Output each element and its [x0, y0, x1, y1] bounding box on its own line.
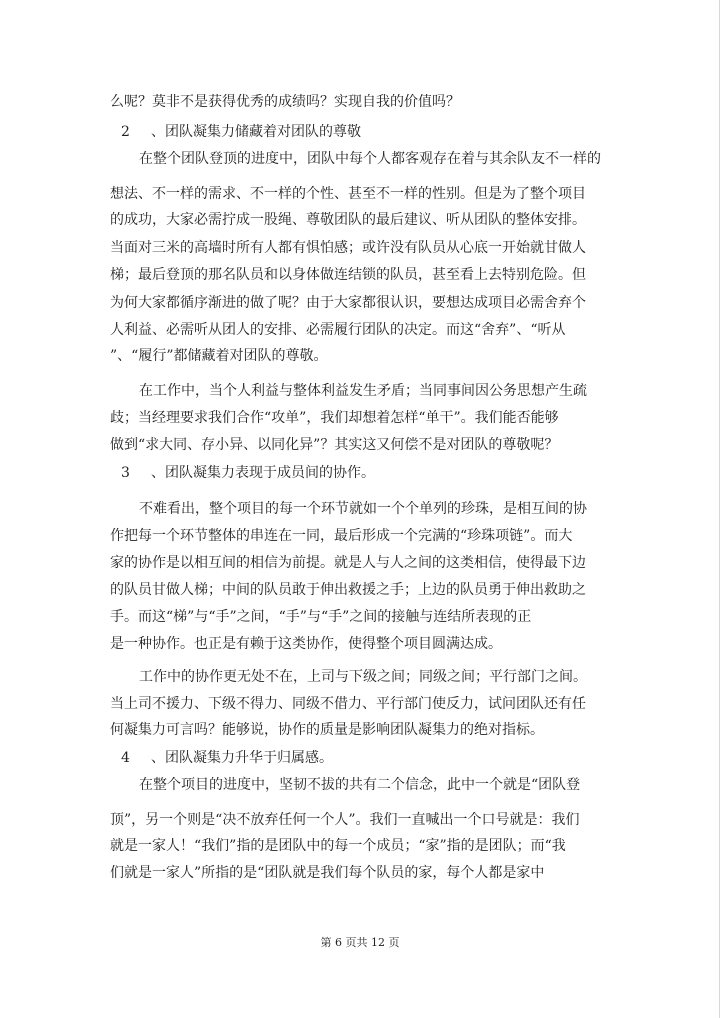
paragraph-line: 们就是一家人”所指的是“团队就是我们每个队员的家，每个人都是家中 — [110, 865, 545, 881]
heading-number: 4 — [121, 750, 130, 766]
paragraph-line: 在整个团队登顶的进度中，团队中每个人都客观存在着与其余队友不一样的 — [139, 151, 601, 167]
paragraph-line: ”、“履行”都储藏着对团队的尊敬。 — [110, 348, 328, 364]
paragraph-line: 在整个项目的进度中，坚韧不拔的共有二个信念，此中一个就是“团队登 — [139, 777, 581, 793]
paragraph-line: 家的协作是以相互间的相信为前提。就是人与人之间的这类相信，使得最下边 — [110, 555, 586, 571]
paragraph-line: 就是一家人！“我们”指的是团队中的每一个成员；“家”指的是团队；而“我 — [110, 838, 566, 854]
paragraph-line: 人利益、必需听从团人的安排、必需履行团队的决定。而这“舍弃”、“听从 — [110, 322, 566, 338]
paragraph-line: 手。而这“梯”与“手”之间，“手”与“手”之间的接触与连结所表现的正 — [110, 609, 532, 625]
paragraph-line: 顶”，另一个则是“决不放弃任何一个人”。我们一直喊出一个口号就是：我们 — [110, 812, 580, 828]
section-heading — [121, 122, 361, 142]
paragraph-line: 为何大家都循序渐进的做了呢？由于大家都很认识，要想达成项目必需舍弃个 — [110, 295, 586, 311]
paragraph-line: 何凝集力可言吗？能够说，协作的质量是影响团队凝集力的绝对指标。 — [110, 722, 544, 738]
paragraph-line: 的队员甘做人梯；中间的队员敢于伸出救援之手；上边的队员勇于伸出救助之 — [110, 582, 586, 598]
page-footer: 第 6 页共 12 页 — [320, 936, 400, 949]
heading-number: 3 — [121, 465, 130, 481]
paragraph-line: 当面对三米的高墙时所有人都有惧怕感；或许没有队员从心底一开始就甘做人 — [110, 240, 586, 256]
paragraph-line: 当上司不援力、下级不得力、同级不借力、平行部门使反力，试问团队还有任 — [110, 696, 586, 712]
paragraph-line: 作把每一个环节整体的串连在一同，最后形成一个完满的“珍珠项链”。而大 — [110, 528, 573, 544]
paragraph-line: 工作中的协作更无处不在，上司与下级之间；同级之间；平行部门之间。 — [139, 669, 587, 685]
paragraph-line: 的成功，大家必需拧成一股绳、尊敬团队的最后建议、听从团队的整体安排。 — [110, 212, 586, 228]
paragraph-line: 是一种协作。也正是有赖于这类协作，使得整个项目圆满达成。 — [110, 636, 502, 652]
paragraph-line: 不难看出，整个项目的每一个环节就如一个个单列的珍珠，是相互间的协 — [139, 501, 587, 517]
heading-text: 、团队凝集力表现于成员间的协作。 — [151, 465, 375, 481]
heading-number: 2 — [121, 124, 130, 140]
section-heading — [121, 748, 333, 768]
section-heading — [121, 463, 375, 483]
paragraph-line: 做到“求大同、存小异、以同化异”？其实这又何偿不是对团队的尊敬呢？ — [110, 437, 559, 453]
paragraph-line: 在工作中，当个人利益与整体利益发生矛盾；当同事间因公务思想产生疏 — [139, 383, 587, 399]
paragraph-line: 梯；最后登顶的那名队员和以身体做连结锁的队员，甚至看上去特别危险。但 — [110, 267, 586, 283]
paragraph-line: 想法、不一样的需求、不一样的个性、甚至不一样的性别。但是为了整个项目 — [110, 186, 586, 202]
heading-text: 、团队凝集力升华于归属感。 — [151, 750, 333, 766]
heading-text: 、团队凝集力储藏着对团队的尊敬 — [151, 124, 361, 140]
paragraph-line: 歧；当经理要求我们合作“攻单”，我们却想着怎样“单干”。我们能否能够 — [110, 410, 559, 426]
paragraph-line: 么呢？莫非不是获得优秀的成绩吗？实现自我的价值吗？ — [110, 94, 460, 110]
